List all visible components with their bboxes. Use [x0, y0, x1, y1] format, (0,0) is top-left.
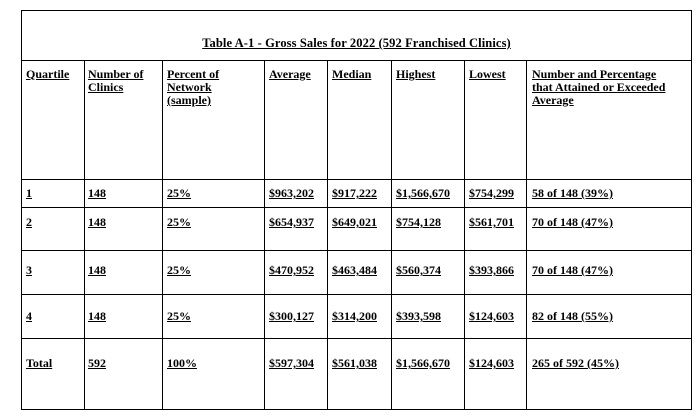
row3-highest: $560,374: [396, 263, 441, 277]
header-percent-of-network: Percent of Network (sample): [167, 67, 220, 107]
row2-clinics: 148: [88, 215, 106, 229]
header-highest: Highest: [396, 67, 436, 81]
total-highest: $1,566,670: [396, 356, 450, 370]
row1-percent: 25%: [167, 186, 191, 200]
rule-header-bottom: [21, 179, 692, 180]
col-divider-4: [327, 60, 328, 410]
total-clinics: 592: [88, 356, 106, 370]
row1-lowest: $754,299: [469, 186, 514, 200]
header-number-of-clinics: Number of Clinics: [88, 67, 144, 94]
rule-row-1: [21, 207, 692, 208]
row2-lowest: $561,701: [469, 215, 514, 229]
row2-average: $654,937: [269, 215, 314, 229]
total-percent: 100%: [167, 356, 197, 370]
col-divider-3: [264, 60, 265, 410]
row3-lowest: $393,866: [469, 263, 514, 277]
row1-attained: 58 of 148 (39%): [532, 186, 613, 200]
rule-row-4: [21, 338, 692, 339]
row2-attained: 70 of 148 (47%): [532, 215, 613, 229]
rule-row-3: [21, 294, 692, 295]
header-quartile: Quartile: [26, 67, 70, 81]
row1-quartile: 1: [26, 186, 32, 200]
row1-average: $963,202: [269, 186, 314, 200]
rule-row-2: [21, 250, 692, 251]
row4-highest: $393,598: [396, 309, 441, 323]
col-divider-2: [162, 60, 163, 410]
row4-average: $300,127: [269, 309, 314, 323]
row3-average: $470,952: [269, 263, 314, 277]
row3-attained: 70 of 148 (47%): [532, 263, 613, 277]
col-divider-6: [464, 60, 465, 410]
row1-median: $917,222: [332, 186, 377, 200]
row4-attained: 82 of 148 (55%): [532, 309, 613, 323]
row3-clinics: 148: [88, 263, 106, 277]
row2-highest: $754,128: [396, 215, 441, 229]
row3-quartile: 3: [26, 263, 32, 277]
header-lowest: Lowest: [469, 67, 506, 81]
row2-percent: 25%: [167, 215, 191, 229]
header-attained-or-exceeded: Number and Percentage that Attained or Exceeded Average: [532, 67, 666, 107]
row4-clinics: 148: [88, 309, 106, 323]
row3-percent: 25%: [167, 263, 191, 277]
total-label: Total: [26, 356, 53, 370]
rule-header-top: [21, 60, 692, 61]
row4-percent: 25%: [167, 309, 191, 323]
table-title: Table A-1 - Gross Sales for 2022 (592 Franchised Clinics): [202, 36, 511, 50]
total-average: $597,304: [269, 356, 314, 370]
row1-clinics: 148: [88, 186, 106, 200]
row4-median: $314,200: [332, 309, 377, 323]
row4-quartile: 4: [26, 309, 32, 323]
total-attained: 265 of 592 (45%): [532, 356, 619, 370]
col-divider-5: [391, 60, 392, 410]
total-median: $561,038: [332, 356, 377, 370]
total-lowest: $124,603: [469, 356, 514, 370]
header-average: Average: [269, 67, 311, 81]
row4-lowest: $124,603: [469, 309, 514, 323]
header-median: Median: [332, 67, 372, 81]
row3-median: $463,484: [332, 263, 377, 277]
col-divider-1: [84, 60, 85, 410]
row2-quartile: 2: [26, 215, 32, 229]
row2-median: $649,021: [332, 215, 377, 229]
col-divider-7: [526, 60, 527, 410]
row1-highest: $1,566,670: [396, 186, 450, 200]
